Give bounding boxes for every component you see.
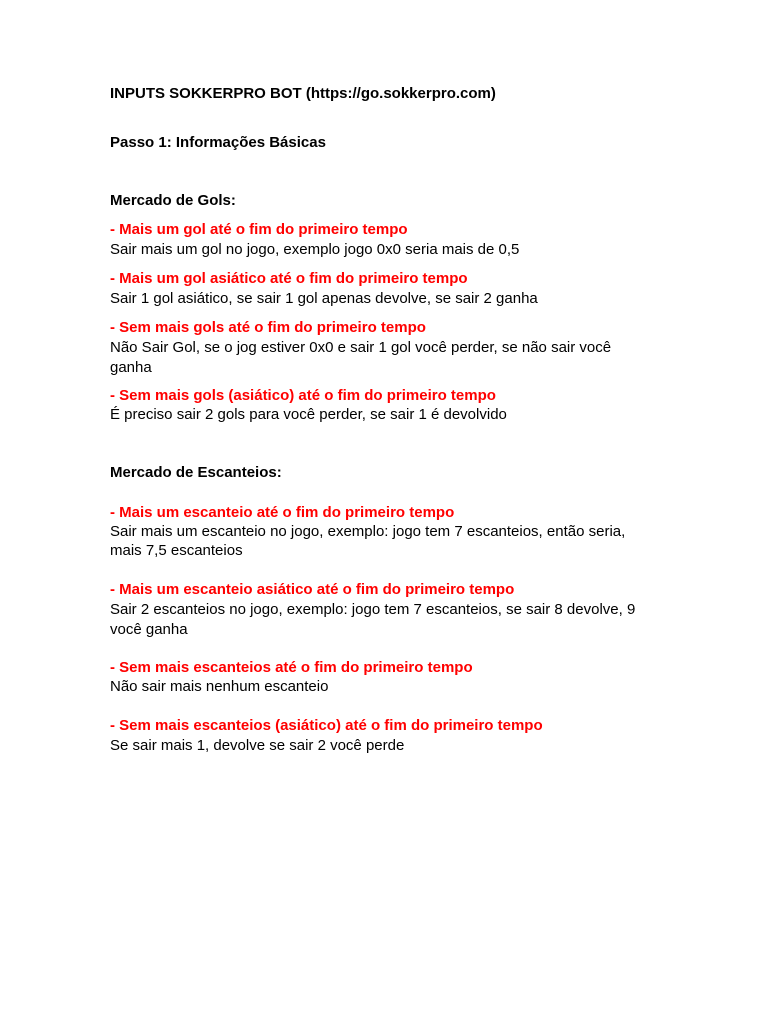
escanteios-item-3-title: - Sem mais escanteios até o fim do primeiro tempo [110,659,473,676]
gols-item-4-desc-line-1: É preciso sair 2 gols para você perder, se sair 1 é devolvido [110,406,507,423]
escanteios-item-2-title: - Mais um escanteio asiático até o fim do primeiro tempo [110,581,515,598]
gols-item-3-desc-line-2: ganha [110,359,152,376]
gols-section-heading: Mercado de Gols: [110,192,236,209]
escanteios-item-4-desc-line-1: Se sair mais 1, devolve se sair 2 você perde [110,737,405,754]
escanteios-item-2-desc-line-1: Sair 2 escanteios no jogo, exemplo: jogo tem 7 escanteios, se sair 8 devolve, 9 [110,601,636,618]
gols-item-1-title: - Mais um gol até o fim do primeiro tempo [110,221,408,238]
gols-item-2-desc-line-1: Sair 1 gol asiático, se sair 1 gol apenas devolve, se sair 2 ganha [110,290,538,307]
gols-item-4-title: - Sem mais gols (asiático) até o fim do primeiro tempo [110,387,496,404]
escanteios-item-2-desc-line-2: você ganha [110,621,188,638]
gols-item-1-desc-line-1: Sair mais um gol no jogo, exemplo jogo 0x0 seria mais de 0,5 [110,241,520,258]
escanteios-item-3-desc-line-1: Não sair mais nenhum escanteio [110,678,329,695]
escanteios-item-1-desc-line-1: Sair mais um escanteio no jogo, exemplo: jogo tem 7 escanteios, então seria, [110,523,626,540]
gols-item-3-title: - Sem mais gols até o fim do primeiro tempo [110,319,426,336]
escanteios-item-1-desc-line-2: mais 7,5 escanteios [110,542,243,559]
escanteios-item-1-title: - Mais um escanteio até o fim do primeiro tempo [110,504,455,521]
step-heading: Passo 1: Informações Básicas [110,134,326,151]
escanteios-item-4-title: - Sem mais escanteios (asiático) até o fim do primeiro tempo [110,717,543,734]
escanteios-section-heading: Mercado de Escanteios: [110,464,282,481]
document-title: INPUTS SOKKERPRO BOT (https://go.sokkerpro.com) [110,85,496,102]
gols-item-3-desc-line-1: Não Sair Gol, se o jog estiver 0x0 e sair 1 gol você perder, se não sair você [110,339,612,356]
gols-item-2-title: - Mais um gol asiático até o fim do primeiro tempo [110,270,468,287]
